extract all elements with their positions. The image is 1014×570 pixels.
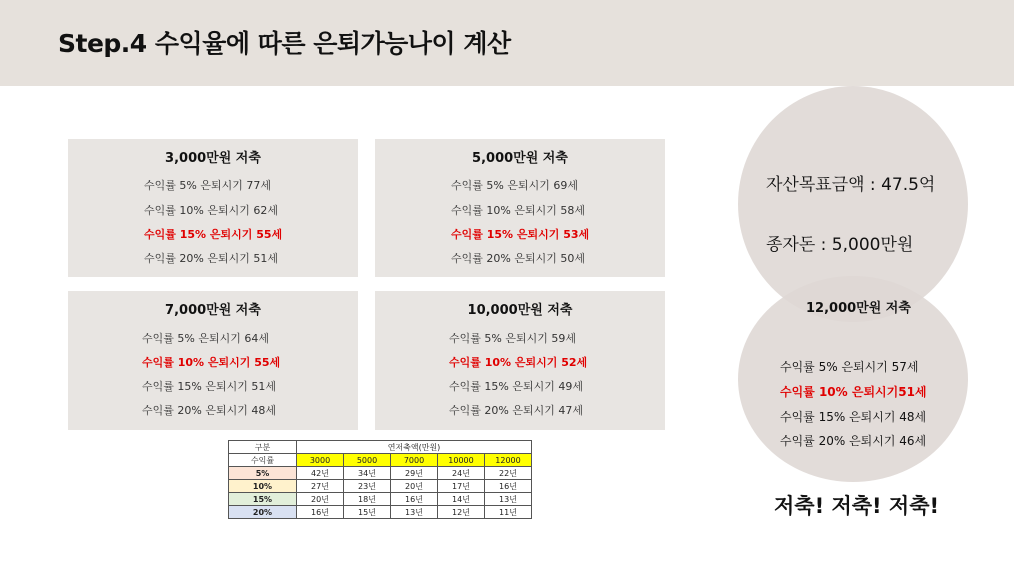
card-row-highlight: 수익률 15% 은퇴시기 55세 [144, 228, 283, 241]
table-cell: 16년 [297, 506, 344, 519]
savings-card-10000 [375, 291, 665, 430]
table-header-row [229, 441, 532, 454]
table-rate-cell: 10% [229, 480, 297, 493]
table-cell: 13년 [485, 493, 532, 506]
card-row: 수익률 5% 은퇴시기 69세 [451, 179, 578, 192]
table-rate-cell: 15% [229, 493, 297, 506]
circle-row: 수익률 15% 은퇴시기 48세 [780, 410, 927, 424]
goal-amount-text: 자산목표금액 : 47.5억 [766, 175, 936, 195]
slogan-text: 저축! 저축! 저축! [774, 494, 940, 518]
table-row [229, 467, 532, 480]
table-header-return: 수익률 [229, 454, 297, 467]
card-row: 수익률 5% 은퇴시기 77세 [144, 179, 271, 192]
table-cell: 18년 [344, 493, 391, 506]
savings-card-5000 [375, 139, 665, 277]
table-row [229, 506, 532, 519]
table-amount-cell: 5000 [344, 454, 391, 467]
card-title: 3,000만원 저축 [165, 151, 261, 166]
table-cell: 16년 [391, 493, 438, 506]
card-row: 수익률 10% 은퇴시기 58세 [451, 204, 585, 217]
table-cell: 14년 [438, 493, 485, 506]
card-row: 수익률 20% 은퇴시기 51세 [144, 252, 278, 265]
table-cell: 20년 [297, 493, 344, 506]
table-cell: 24년 [438, 467, 485, 480]
card-row: 수익률 5% 은퇴시기 64세 [142, 332, 269, 345]
table-amount-cell: 3000 [297, 454, 344, 467]
page-title: Step.4 수익율에 따른 은퇴가능나이 계산 [58, 29, 511, 58]
card-row: 수익률 10% 은퇴시기 62세 [144, 204, 278, 217]
table-amount-cell: 10000 [438, 454, 485, 467]
table-header-annual-savings: 연저축액(만원) [297, 441, 532, 454]
savings-card-7000 [68, 291, 358, 430]
circle-row-highlight: 수익률 10% 은퇴시기51세 [780, 385, 927, 399]
table-rate-cell: 20% [229, 506, 297, 519]
table-amount-cell: 7000 [391, 454, 438, 467]
card-row: 수익률 5% 은퇴시기 59세 [449, 332, 576, 345]
card-row-highlight: 수익률 10% 은퇴시기 55세 [142, 356, 281, 369]
table-cell: 12년 [438, 506, 485, 519]
table-cell: 20년 [391, 480, 438, 493]
card-row: 수익률 20% 은퇴시기 50세 [451, 252, 585, 265]
table-header-category: 구분 [229, 441, 297, 454]
table-cell: 27년 [297, 480, 344, 493]
table-cell: 22년 [485, 467, 532, 480]
table-rate-cell: 5% [229, 467, 297, 480]
table-cell: 29년 [391, 467, 438, 480]
table-cell: 42년 [297, 467, 344, 480]
table-cell: 13년 [391, 506, 438, 519]
table-amount-cell: 12000 [485, 454, 532, 467]
card-row: 수익률 15% 은퇴시기 51세 [142, 380, 276, 393]
table-cell: 34년 [344, 467, 391, 480]
card-row-highlight: 수익률 15% 은퇴시기 53세 [451, 228, 590, 241]
seed-money-text: 종자돈 : 5,000만원 [766, 235, 914, 255]
retirement-years-table [228, 440, 532, 519]
table-cell: 16년 [485, 480, 532, 493]
table-cell: 15년 [344, 506, 391, 519]
circle-row: 수익률 20% 은퇴시기 46세 [780, 434, 927, 448]
card-row: 수익률 20% 은퇴시기 47세 [449, 404, 583, 417]
header-banner [0, 0, 1014, 86]
table-row [229, 493, 532, 506]
card-row: 수익률 20% 은퇴시기 48세 [142, 404, 276, 417]
card-row: 수익률 15% 은퇴시기 49세 [449, 380, 583, 393]
table-row [229, 480, 532, 493]
table-cell: 17년 [438, 480, 485, 493]
circle-row: 수익률 5% 은퇴시기 57세 [780, 360, 919, 374]
circle-savings-title: 12,000만원 저축 [806, 301, 911, 316]
card-title: 10,000만원 저축 [467, 303, 573, 318]
table-header-row [229, 454, 532, 467]
table-cell: 23년 [344, 480, 391, 493]
savings-card-3000 [68, 139, 358, 277]
card-row-highlight: 수익률 10% 은퇴시기 52세 [449, 356, 588, 369]
card-title: 7,000만원 저축 [165, 303, 261, 318]
table-cell: 11년 [485, 506, 532, 519]
card-title: 5,000만원 저축 [472, 151, 568, 166]
